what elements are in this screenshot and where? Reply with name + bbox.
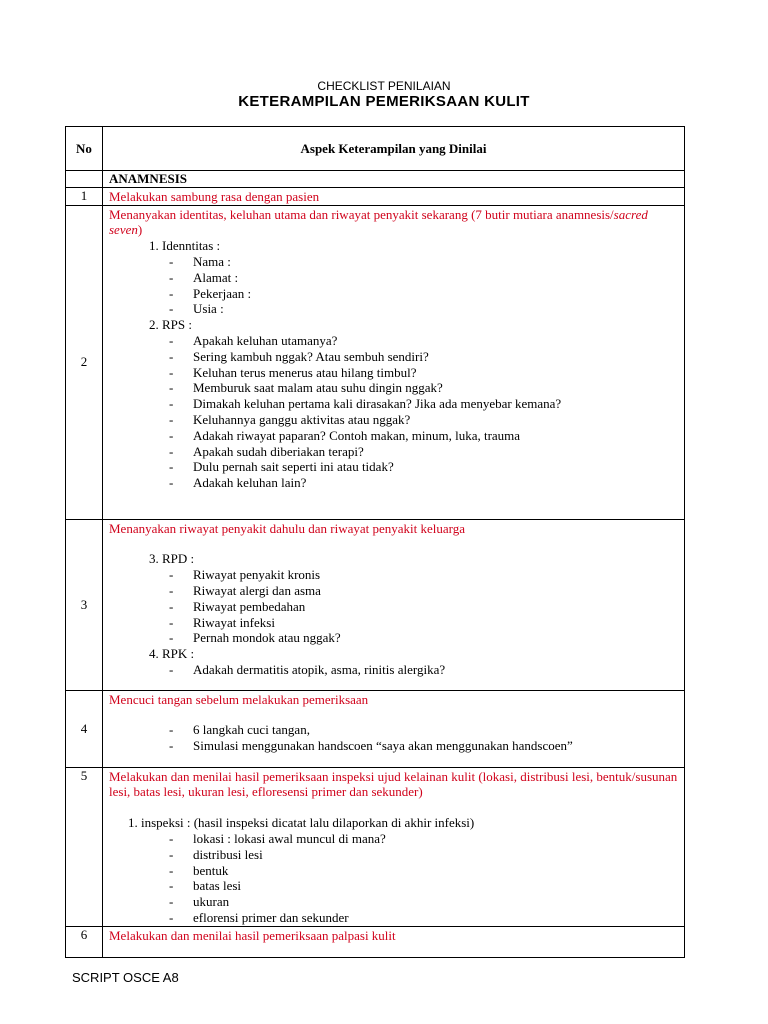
list-item: - Riwayat alergi dan asma xyxy=(103,583,684,599)
row-aspect xyxy=(103,690,685,767)
row-no: 2 xyxy=(66,205,103,519)
header-aspect: Aspek Keterampilan yang Dinilai xyxy=(103,127,685,171)
row-no: 3 xyxy=(66,519,103,690)
row-aspect xyxy=(103,767,685,926)
row-title-part2: ) xyxy=(137,222,143,238)
table-row xyxy=(66,767,685,926)
row-title-part1: Menanyakan identitas, keluhan utama dan riwayat penyakit sekarang (7 butir mutiara anamnesis/ xyxy=(109,206,614,222)
table-header-row xyxy=(66,127,685,171)
row-aspect xyxy=(103,926,685,957)
list-item: - Sering kambuh nggak? Atau sembuh sendiri? xyxy=(103,349,684,365)
group-label: 1. inspeksi : (hasil inspeksi dicatat lalu dilaporkan di akhir infeksi) xyxy=(128,815,475,831)
table-row xyxy=(66,690,685,767)
row-aspect xyxy=(103,187,685,205)
list-item: - distribusi lesi xyxy=(103,847,684,863)
table-row xyxy=(66,205,685,519)
list-item: - Pernah mondok atau nggak? xyxy=(103,630,684,646)
row-no: 1 xyxy=(66,187,103,205)
list-item: - Riwayat pembedahan xyxy=(103,599,684,615)
group-label: 3. RPD : xyxy=(149,551,195,567)
row-title: Menanyakan riwayat penyakit dahulu dan riwayat penyakit keluarga xyxy=(109,520,466,536)
table-row xyxy=(66,519,685,690)
row-title: Melakukan sambung rasa dengan pasien xyxy=(109,188,320,204)
list-item: - Pekerjaan : xyxy=(103,286,684,302)
list-item: - Adakah riwayat paparan? Contoh makan, minum, luka, trauma xyxy=(103,428,684,444)
row-aspect xyxy=(103,205,685,519)
row-title xyxy=(103,206,684,239)
document-title: KETERAMPILAN PEMERIKSAAN KULIT xyxy=(238,93,530,110)
checklist-table xyxy=(65,126,685,958)
list-item: - Apakah sudah diberiakan terapi? xyxy=(103,444,684,460)
list-item: - Memburuk saat malam atau suhu dingin nggak? xyxy=(103,380,684,396)
list-item: - batas lesi xyxy=(103,878,684,894)
list-item: - Dulu pernah sait seperti ini atau tidak? xyxy=(103,459,684,475)
row-no: 5 xyxy=(66,767,103,926)
list-item: - Adakah keluhan lain? xyxy=(103,475,684,491)
row-title: Melakukan dan menilai hasil pemeriksaan inspeksi ujud kelainan kulit (lokasi, distribusi lesi, bentuk/susunan lesi, batas lesi, ukuran lesi, efloresensi primer dan sekunder) xyxy=(109,768,678,800)
section-no-cell xyxy=(66,171,103,188)
list-item: - Riwayat penyakit kronis xyxy=(103,567,684,583)
table-row xyxy=(66,187,685,205)
list-item: - eflorensi primer dan sekunder xyxy=(103,910,684,926)
list-item: - Simulasi menggunakan handscoen “saya akan menggunakan handscoen” xyxy=(103,738,684,754)
list-item: - Alamat : xyxy=(103,270,684,286)
row-title: Melakukan dan menilai hasil pemeriksaan palpasi kulit xyxy=(109,927,396,943)
footer-label: SCRIPT OSCE A8 xyxy=(72,970,179,985)
list-item: - 6 langkah cuci tangan, xyxy=(103,722,684,738)
list-item: - Nama : xyxy=(103,254,684,270)
group-label: 1. Idenntitas : xyxy=(149,238,221,254)
table-row xyxy=(66,926,685,957)
section-cell xyxy=(103,171,685,188)
list-item: - ukuran xyxy=(103,894,684,910)
row-no: 4 xyxy=(66,690,103,767)
row-no: 6 xyxy=(66,926,103,957)
row-aspect xyxy=(103,519,685,690)
list-item: - Keluhan terus menerus atau hilang timbul? xyxy=(103,365,684,381)
list-item: - Keluhannya ganggu aktivitas atau nggak? xyxy=(103,412,684,428)
list-item: - bentuk xyxy=(103,863,684,879)
list-item: - Apakah keluhan utamanya? xyxy=(103,333,684,349)
group-label: 2. RPS : xyxy=(149,317,192,333)
list-item: - Dimakah keluhan pertama kali dirasakan? Jika ada menyebar kemana? xyxy=(103,396,684,412)
list-item: - Usia : xyxy=(103,301,684,317)
list-item: - lokasi : lokasi awal muncul di mana? xyxy=(103,831,684,847)
section-row xyxy=(66,171,685,188)
header-no: No xyxy=(66,127,103,171)
checklist-subtitle: CHECKLIST PENILAIAN xyxy=(317,79,451,93)
list-item: - Adakah dermatitis atopik, asma, rinitis alergika? xyxy=(103,662,684,678)
row-title-italic: sacred seven xyxy=(109,206,648,238)
list-item: - Riwayat infeksi xyxy=(103,615,684,631)
section-anamnesis: ANAMNESIS xyxy=(109,171,188,186)
row-title: Mencuci tangan sebelum melakukan pemeriksaan xyxy=(109,691,369,707)
group-label: 4. RPK : xyxy=(149,646,195,662)
